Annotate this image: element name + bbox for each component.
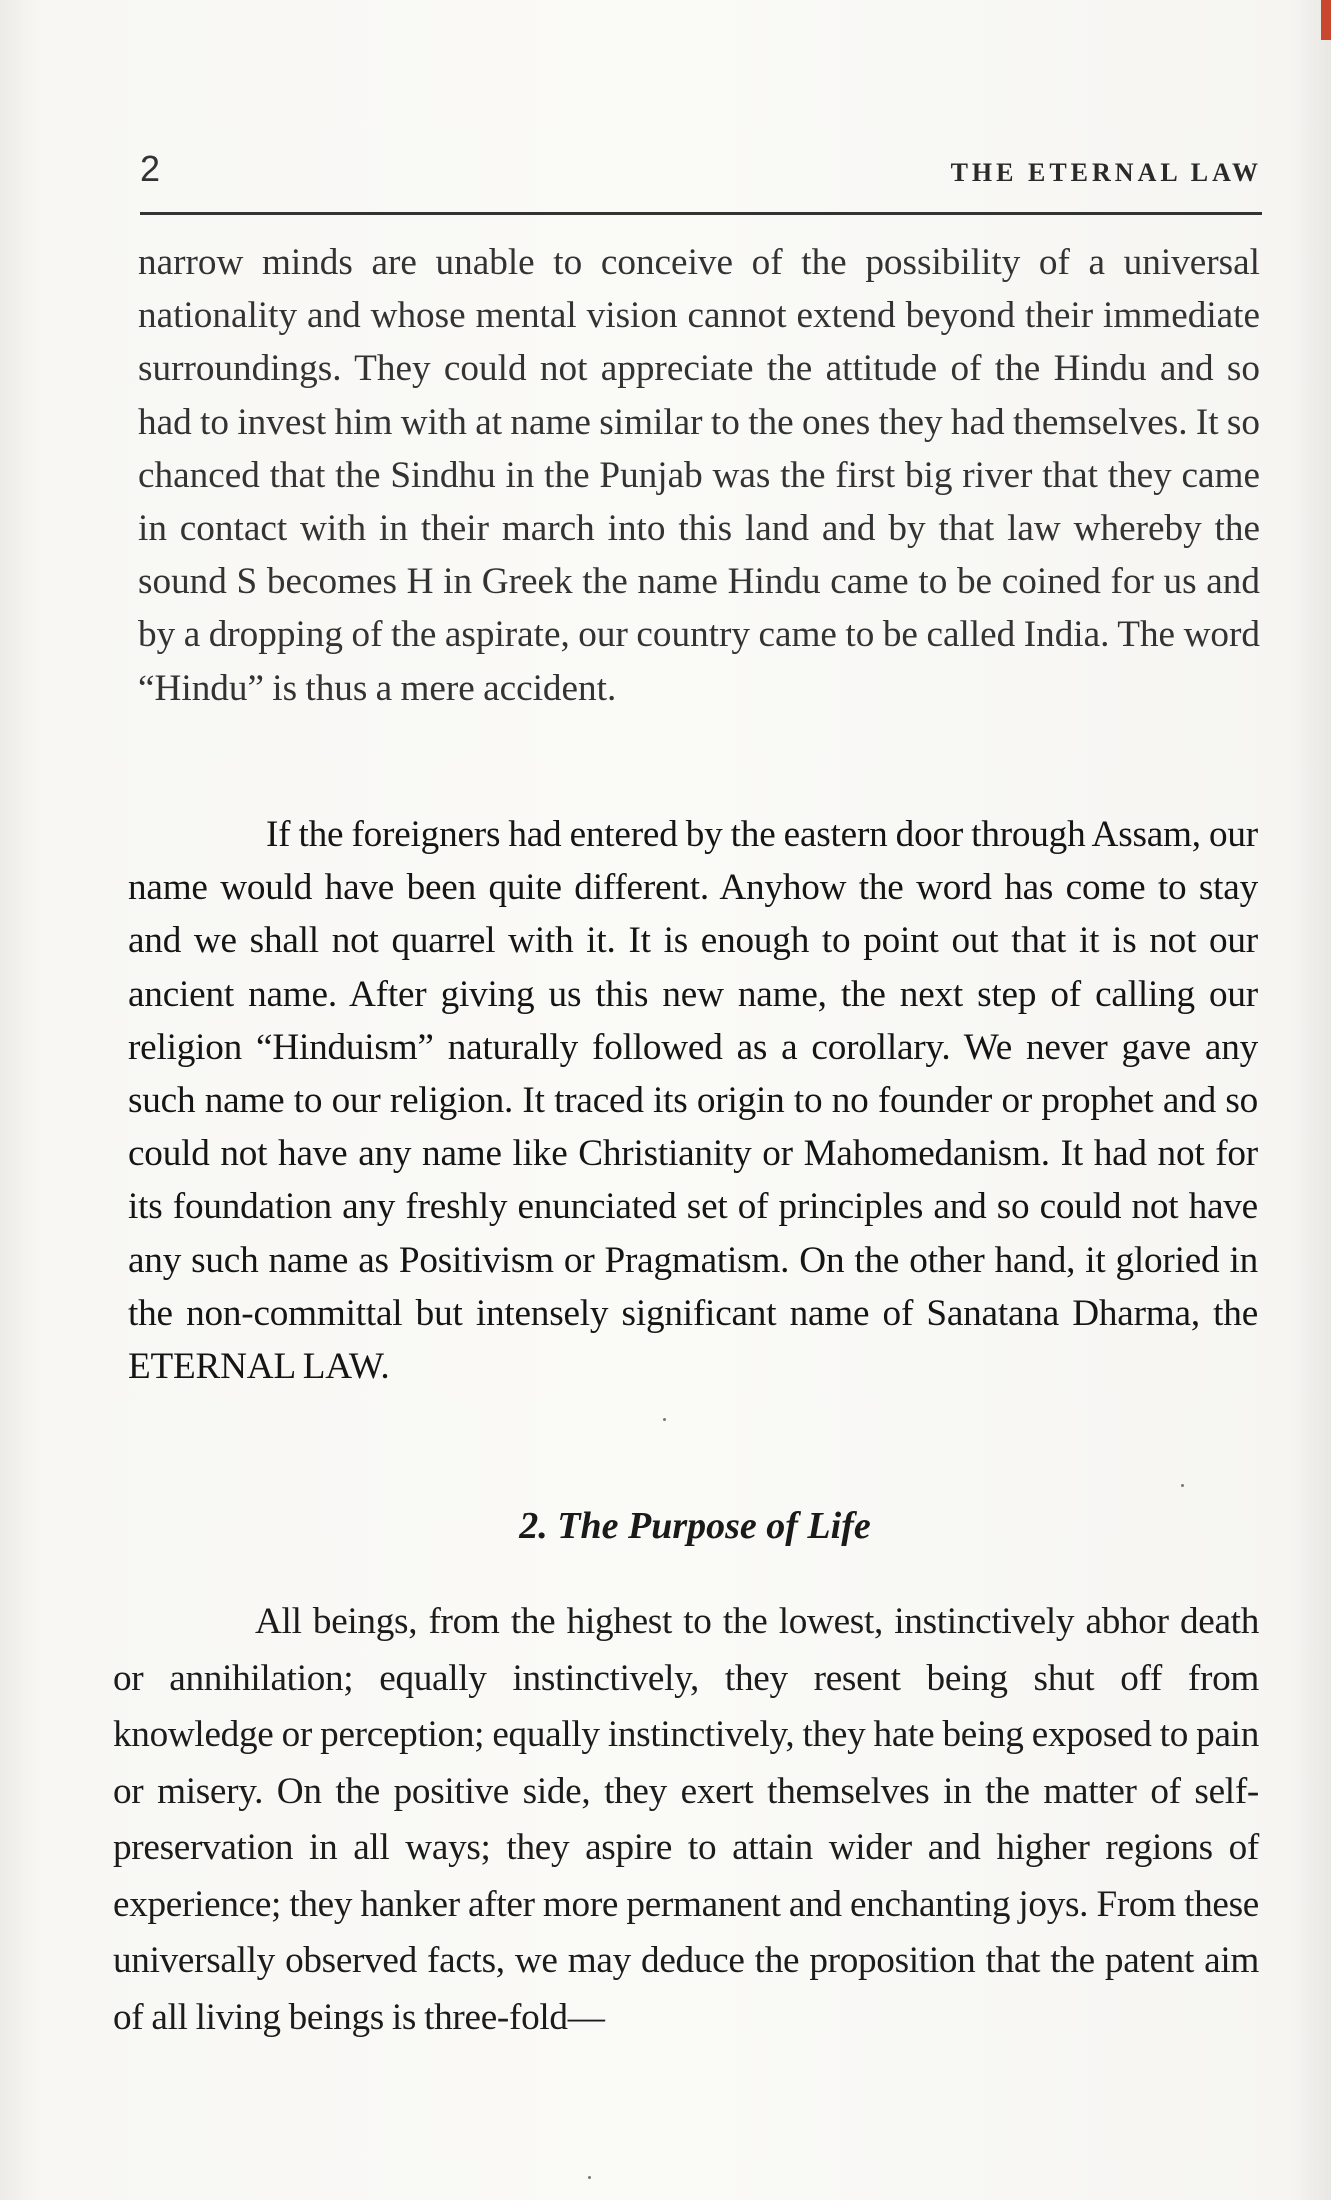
print-speck <box>1181 1484 1184 1487</box>
page-edge-mark <box>1321 0 1331 40</box>
running-header <box>140 146 1262 198</box>
section-heading: 2. The Purpose of Life <box>519 1505 871 1547</box>
paragraph-purpose-of-life: All beings, from the highest to the lowest, instinctively abhor death or annihilation; equally instinctively, they resent being shut off from knowledge or perception; equally instinctively, they hate being exposed to pain or misery. On the positive side, they exert themselves in the matter of self-preservation in all ways; they aspire to attain wider and higher regions of experience; they hanker after more permanent and enchanting joys. From these universally observed facts, we may deduce the proposition that the patent aim of all living beings is three-fold— <box>113 1601 1259 2038</box>
header-rule <box>140 212 1262 215</box>
paragraph-continued: narrow minds are unable to conceive of the possibility of a universal nationality and whose mental vision cannot extend beyond their immediate surroundings. They could not appreciate the attitude of the Hindu and so had to invest him with at name similar to the ones they had themselves. It so chanced that the Sindhu in the Punjab was the first big river that they came in contact with in their march into this land and by that law whereby the sound S becomes H in Greek the name Hindu came to be coined for us and by a dropping of the aspirate, our country came to be called India. The word “Hindu” is thus a mere accident. <box>138 242 1260 709</box>
page-number: 2 <box>140 148 161 189</box>
running-title: THE ETERNAL LAW <box>950 158 1262 187</box>
print-speck <box>588 2176 591 2179</box>
print-speck <box>663 1418 666 1421</box>
paragraph-foreigners: If the foreigners had entered by the eastern door through Assam, our name would have been quite different. Anyhow the word has come to stay and we shall not quarrel with it. It is enough to point out that it is not our ancient name. After giving us this new name, the next step of calling our religion “Hinduism” naturally followed as a corollary. We never gave any such name to our religion. It traced its origin to no founder or prophet and so could not have any name like Christianity or Mahomedanism. It had not for its foundation any freshly enunciated set of principles and so could not have any such name as Positivism or Pragmatism. On the other hand, it gloried in the non-committal but intensely significant name of Sanatana Dharma, the ETERNAL LAW. <box>128 814 1258 1388</box>
